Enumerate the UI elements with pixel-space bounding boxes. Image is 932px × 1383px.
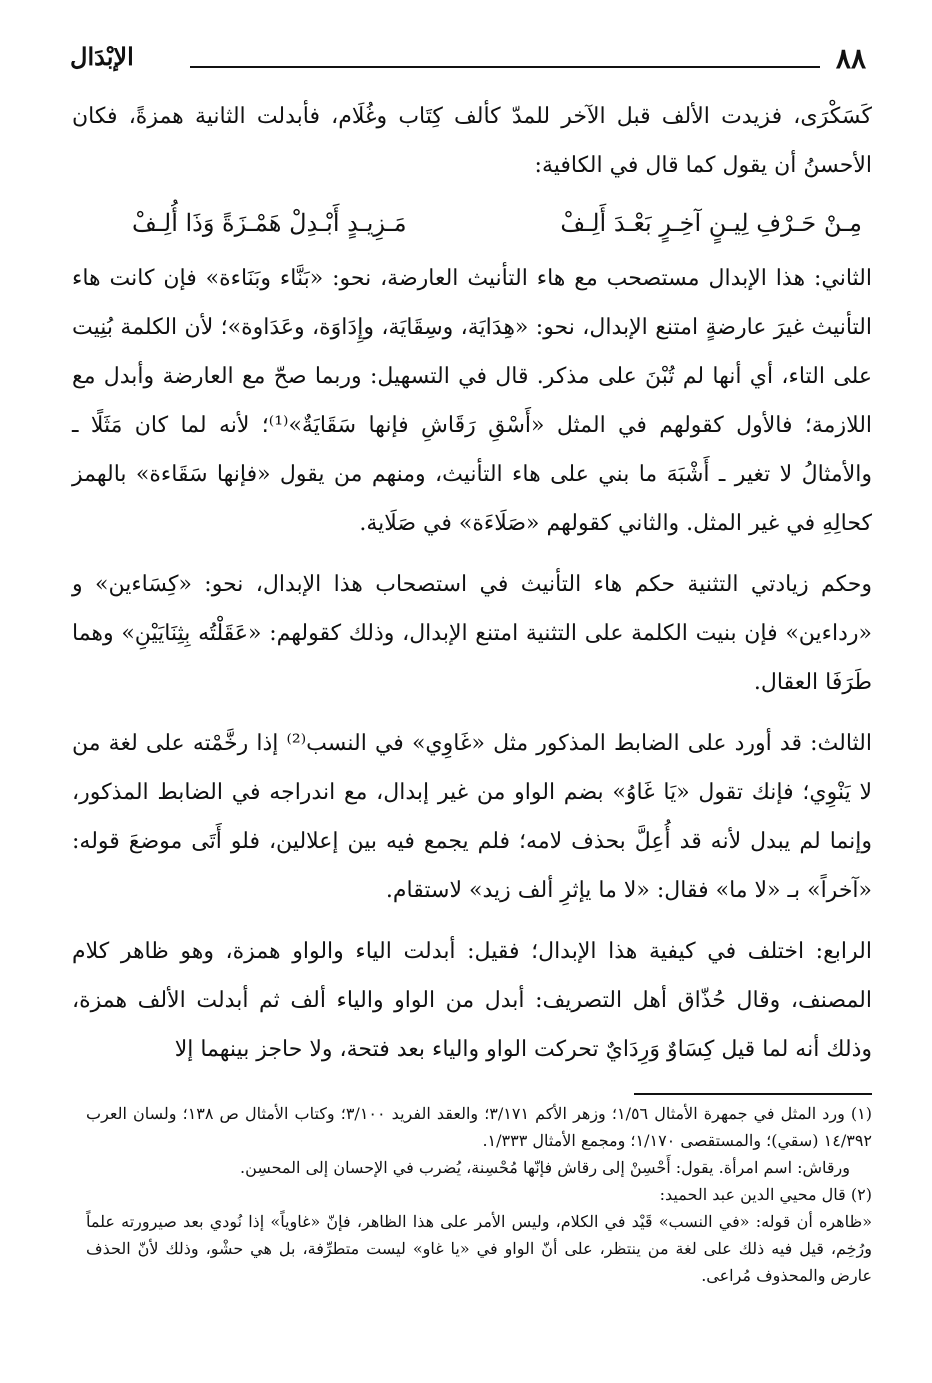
paragraph-second: الثاني: هذا الإبدال مستصحب مع هاء التأنيث العارضة، نحو: «بَنَّاء وبَنَاءة» فإن كانت هاء التأنيث غيرَ عارضةٍ امتنع الإبدال، نحو: «هِدَايَة، وسِقَايَة، وإِدَاوَة، وعَدَاوة»؛ لأن الكلمة بُنِيت على التاء، أي أنها لم تُبْنَ على مذكر. قال في التسهيل: وربما صحّ مع العارضة وأبدل مع اللازمة؛ فالأول كقولهم في المثل «أَسْقِ رَقَاشِ فإنها سَقَايَةٌ»⁽¹⁾؛ لأنه لما كان مَثَلًا ـ والأمثالُ لا تغير ـ أَشْبَهَ ما بني على هاء التأنيث، ومنهم من يقول «فإنها سَقَاءة» بالهمز كحالِهِ في غير المثل. والثاني كقولهم «صَلَاءَة» في صَلَاية. xyxy=(72,266,873,536)
page-number: ٨٨ xyxy=(835,42,866,75)
verse-first-hemistich: مِـنْ حَـرْفِ لِيـنٍ آخِـرٍ بَعْـدَ أَلِـفْ xyxy=(560,209,862,237)
paragraph-intro: كَسَكْرَى، فزيدت الألف قبل الآخر للمدّ كألف كِتَاب وغُلَام، فأبدلت الثانية همزةً، فكان الأحسنُ أن يقول كما قال في الكافية: xyxy=(72,104,872,178)
paragraph-third: الثالث: قد أورد على الضابط المذكور مثل «غَاوِي» في النسب⁽²⁾ إذا رخَّمْته على لغة من لا يَنْوِي؛ فإنك تقول «يَا غَاوُ» بضم الواو من غير إبدال، مع اندراجه في الضابط المذكور، وإنما لم يبدل لأنه قد أُعِلَّ بحذف لامه؛ فلم يجمع فيه بين إعلالين، فلو أَتَى موضعَ قوله: «آخراً» بـ «لا ما» فقال: «لا ما يإثرِ ألف زيد» لاستقام. xyxy=(72,731,872,903)
verse xyxy=(72,190,872,254)
running-title: الإبْدَال xyxy=(70,42,134,71)
header-rule xyxy=(190,66,820,68)
footnote-separator xyxy=(634,1093,872,1095)
footnote-1: (١) ورد المثل في جمهرة الأمثال ١/٥٦؛ وزهر الأكم ٣/١٧١؛ والعقد الفريد ٣/١٠٠؛ وكتاب الأمثال ص ١٣٨؛ ولسان العرب ١٤/٣٩٢ (سقي)؛ والمستقصى ١/١٧٠؛ ومجمع الأمثال ١/٣٣٣. xyxy=(86,1104,873,1150)
footnote-2-quote: «ظاهره أن قوله: «في النسب» قَيْد في الكلام، وليس الأمر على هذا الظاهر، فإنّ «غاوياً» إذا نُودي بعد صيرورته علماً ورُخِم، قيل فيه ذلك على لغة من ينتظر، على أنّ الواو في «يا غاو» ليست متطرِّفة، بل هي حشْو، وذلك لأنّ الحذف عارض والمحذوف مُراعى. xyxy=(86,1212,873,1285)
page-header xyxy=(70,40,870,80)
footnotes xyxy=(86,1100,872,1289)
verse-second-hemistich: مَـزِيـدٍ أَبْـدِلْ هَمْـزَةً وَذَا أُلِـفْ xyxy=(132,209,407,237)
footnote-2: (٢) قال محيي الدين عبد الحميد: xyxy=(659,1185,872,1204)
footnote-1-note: ورقاش: اسم امرأة. يقول: أَحْسِنْ إلى رقاش فإنّها مُحْسِنة، يُضرب في الإحسان إلى المحسِن. xyxy=(240,1158,850,1177)
main-text xyxy=(72,92,872,1074)
paragraph-fourth: الرابع: اختلف في كيفية هذا الإبدال؛ فقيل: أبدلت الياء والواو همزة، وهو ظاهر كلام المصنف، وقال حُذّاق أهل التصريف: أبدل من الواو والياء ألف ثم أبدلت الألف همزة، وذلك أنه لما قيل كِسَاوٌ وَرِدَايٌ تحركت الواو والياء بعد فتحة، ولا حاجز بينهما إلا xyxy=(72,939,872,1062)
paragraph-dual: وحكم زيادتي التثنية حكم هاء التأنيث في استصحاب هذا الإبدال، نحو: «كِسَاءين» و «رداءين» فإن بنيت الكلمة على التثنية امتنع الإبدال، وذلك كقولهم: «عَقَلْتُه بِثِنَايَيْنِ» وهما طَرَفَا العقال. xyxy=(72,572,872,695)
